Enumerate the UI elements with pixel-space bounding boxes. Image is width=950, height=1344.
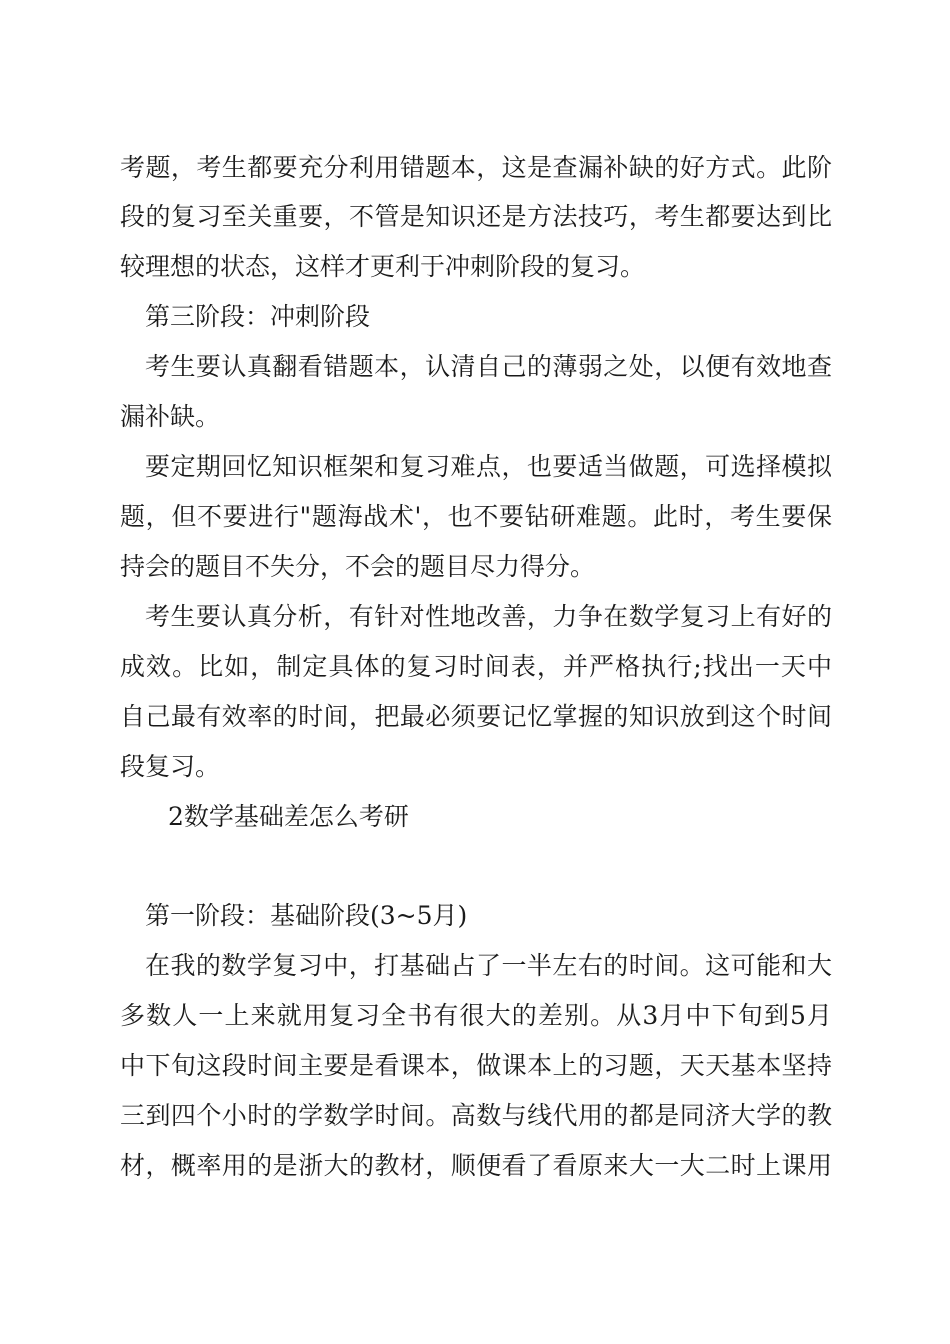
paragraph-line: 段复习。 [120,752,221,781]
paragraph-line: 题，但不要进行"题海战术'，也不要钻研难题。此时，考生要保 [120,502,832,531]
paragraph-line: 漏补缺。 [120,402,221,431]
paragraph-line: 持会的题目不失分，不会的题目尽力得分。 [120,552,596,581]
paragraph-line: 考题，考生都要充分利用错题本，这是查漏补缺的好方式。此阶 [120,153,832,182]
paragraph-line: 成效。比如，制定具体的复习时间表，并严格执行;找出一天中 [120,652,832,681]
paragraph-line: 较理想的状态，这样才更利于冲刺阶段的复习。 [120,252,646,281]
section-heading: 第一阶段：基础阶段(3~5月) [145,901,468,930]
paragraph-line: 三到四个小时的学数学时间。高数与线代用的都是同济大学的教 [120,1101,832,1130]
paragraph-line: 在我的数学复习中，打基础占了一半左右的时间。这可能和大 [145,951,832,980]
paragraph-line: 考生要认真分析，有针对性地改善，力争在数学复习上有好的 [145,602,832,631]
paragraph-line: 自己最有效率的时间，把最必须要记忆掌握的知识放到这个时间 [120,702,832,731]
paragraph-line: 要定期回忆知识框架和复习难点，也要适当做题，可选择模拟 [145,452,832,481]
paragraph-line: 考生要认真翻看错题本，认清自己的薄弱之处，以便有效地查 [145,352,832,381]
section-heading: 第三阶段：冲刺阶段 [145,302,371,331]
paragraph-line: 多数人一上来就用复习全书有很大的差别。从3月中下旬到5月 [120,1001,832,1030]
section-title: 2数学基础差怎么考研 [168,802,409,831]
paragraph-line: 段的复习至关重要，不管是知识还是方法技巧，考生都要达到比 [120,202,832,231]
paragraph-line: 材，概率用的是浙大的教材，顺便看了看原来大一大二时上课用 [120,1151,832,1180]
paragraph-line: 中下旬这段时间主要是看课本，做课本上的习题，天天基本坚持 [120,1051,832,1080]
